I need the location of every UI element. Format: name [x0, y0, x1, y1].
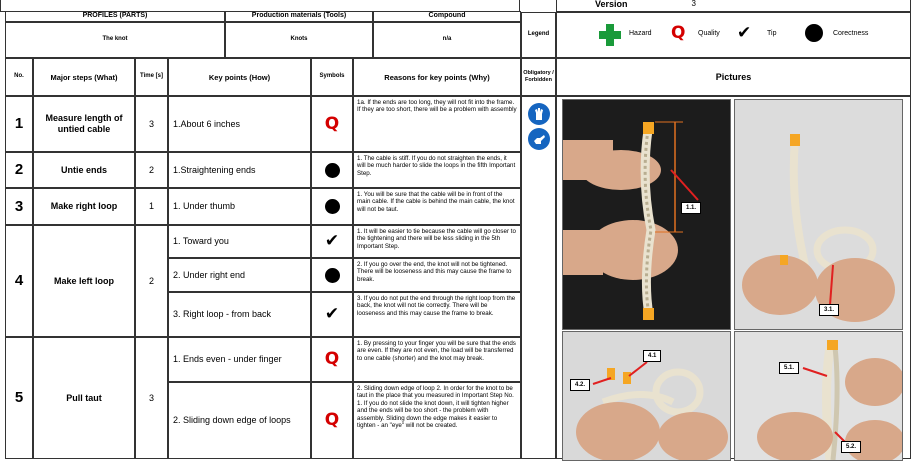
- step-4-point-3-symbol: [311, 292, 353, 337]
- step-5-time: 3: [135, 337, 168, 459]
- step-3-no: 3: [5, 188, 33, 225]
- legend: [556, 12, 911, 58]
- legend-correctness-label: Corectness: [833, 30, 869, 37]
- compound-value: n/a: [373, 22, 521, 58]
- version-value: 3: [691, 0, 696, 9]
- green-cross-icon: [599, 24, 621, 46]
- legend-quality-label: Quality: [698, 30, 720, 37]
- step-2-time: 2: [135, 152, 168, 188]
- materials-value: Knots: [225, 22, 373, 58]
- dot-icon: [805, 24, 823, 42]
- legend-label: Legend: [521, 12, 556, 58]
- profiles-value: The knot: [5, 22, 225, 58]
- step-5-point-1-symbol: [311, 337, 353, 382]
- legend-hazard-label: Hazard: [629, 30, 652, 37]
- legend-tip-label: Tip: [767, 30, 777, 37]
- compound-label: Compound: [373, 11, 521, 22]
- step-2-point-1-symbol: [311, 152, 353, 188]
- step-5-major: Pull taut: [33, 337, 135, 459]
- col-obligatory: Obligatory / Forbidden: [521, 58, 556, 96]
- step-4-time: 2: [135, 225, 168, 337]
- step-3-major: Make right loop: [33, 188, 135, 225]
- step-5-no: 5: [5, 337, 33, 459]
- quality-icon: Q: [324, 349, 340, 370]
- check-icon: ✔: [324, 304, 340, 325]
- step-1-no: 1: [5, 96, 33, 152]
- dot-icon: [325, 268, 340, 283]
- step-3-point-1-why: 1. You will be sure that the cable will be in front of the main cable. If the cable is behind the main cable, the knot will not be taut.: [353, 188, 521, 225]
- check-icon: ✔: [737, 23, 752, 43]
- step-3-point-1-how: 1. Under thumb: [168, 188, 311, 225]
- step-4-major: Make left loop: [33, 225, 135, 337]
- step-4-point-2-symbol: [311, 258, 353, 292]
- step-3-point-1-symbol: [311, 188, 353, 225]
- obligatory-column: [521, 96, 556, 459]
- hand-protection-icon: [528, 128, 550, 150]
- picture-label: 4.2.: [570, 379, 590, 391]
- picture-label: 5.1.: [779, 362, 799, 374]
- col-symbols: Symbols: [311, 58, 353, 96]
- picture-label: 4.1: [643, 350, 661, 362]
- step-4-point-1-how: 1. Toward you: [168, 225, 311, 258]
- col-pictures: Pictures: [556, 58, 911, 96]
- dot-icon: [325, 199, 340, 214]
- step-2-no: 2: [5, 152, 33, 188]
- step-5-point-2-why: 2. Sliding down edge of loop 2. In order for the knot to be taut in the place that you measured in Important Step No. 1. If you do not slide the knot down, it will tighten higher and the ends will be too short - the problem with assembly. Sliding down the edge makes it easier to tighten - an "eye" will not be created.: [353, 382, 521, 459]
- step-4-point-3-why: 3. If you do not put the end through the right loop from the back, the knot will not tie correctly. There will be looseness and this may cause the frame to break.: [353, 292, 521, 337]
- photo-pull-taut: [734, 331, 903, 461]
- glove-icon: [528, 103, 550, 125]
- version-label: Version: [595, 0, 628, 9]
- picture-label: 5.2.: [841, 441, 861, 453]
- step-4-point-1-symbol: [311, 225, 353, 258]
- photo-make-left-loop: [562, 331, 731, 461]
- check-icon: ✔: [324, 231, 340, 252]
- step-1-point-1-symbol: [311, 96, 353, 152]
- step-1-time: 3: [135, 96, 168, 152]
- step-1-major: Measure length of untied cable: [33, 96, 135, 152]
- profiles-label: PROFILES (PARTS): [5, 11, 225, 22]
- step-1-point-1-why: 1a. If the ends are too long, they will not fit into the frame. If they are too short, there will be a problem with assembly: [353, 96, 521, 152]
- col-key: Key points (How): [168, 58, 311, 96]
- step-2-major: Untie ends: [33, 152, 135, 188]
- materials-label: Production materials (Tools): [225, 11, 373, 22]
- photo-measure-cable: [562, 99, 731, 330]
- col-major: Major steps (What): [33, 58, 135, 96]
- step-5-point-1-why: 1. By pressing to your finger you will be sure that the ends are even. If they are not even, the load will be transferred to one cable (shorter) and the knot may break.: [353, 337, 521, 382]
- col-reasons: Reasons for key points (Why): [353, 58, 521, 96]
- step-2-point-1-how: 1.Straightening ends: [168, 152, 311, 188]
- picture-label: 1.1.: [681, 202, 701, 214]
- step-5-point-2-symbol: [311, 382, 353, 459]
- step-4-point-2-how: 2. Under right end: [168, 258, 311, 292]
- step-3-time: 1: [135, 188, 168, 225]
- picture-label: 3.1.: [819, 304, 839, 316]
- quality-icon: Q: [671, 23, 686, 43]
- step-4-point-2-why: 2. If you go over the end, the knot will not be tightened. There will be looseness and this may cause the frame to break.: [353, 258, 521, 292]
- step-1-point-1-how: 1.About 6 inches: [168, 96, 311, 152]
- col-time: Time [s]: [135, 58, 168, 96]
- step-5-point-2-how: 2. Sliding down edge of loops: [168, 382, 311, 459]
- version-row: [556, 0, 911, 12]
- step-4-no: 4: [5, 225, 33, 337]
- photo-make-loop: [734, 99, 903, 330]
- step-2-point-1-why: 1. The cable is stiff. If you do not straighten the ends, it will be much harder to slide the loops in the fifth Important Step.: [353, 152, 521, 188]
- step-4-point-1-why: 1. It will be easier to tie because the cable will go closer to the tightening and there will be less sliding in the 5th Important Step.: [353, 225, 521, 258]
- dot-icon: [325, 163, 340, 178]
- quality-icon: Q: [324, 113, 340, 134]
- quality-icon: Q: [324, 410, 340, 431]
- step-4-point-3-how: 3. Right loop - from back: [168, 292, 311, 337]
- col-no: No.: [5, 58, 33, 96]
- step-5-point-1-how: 1. Ends even - under finger: [168, 337, 311, 382]
